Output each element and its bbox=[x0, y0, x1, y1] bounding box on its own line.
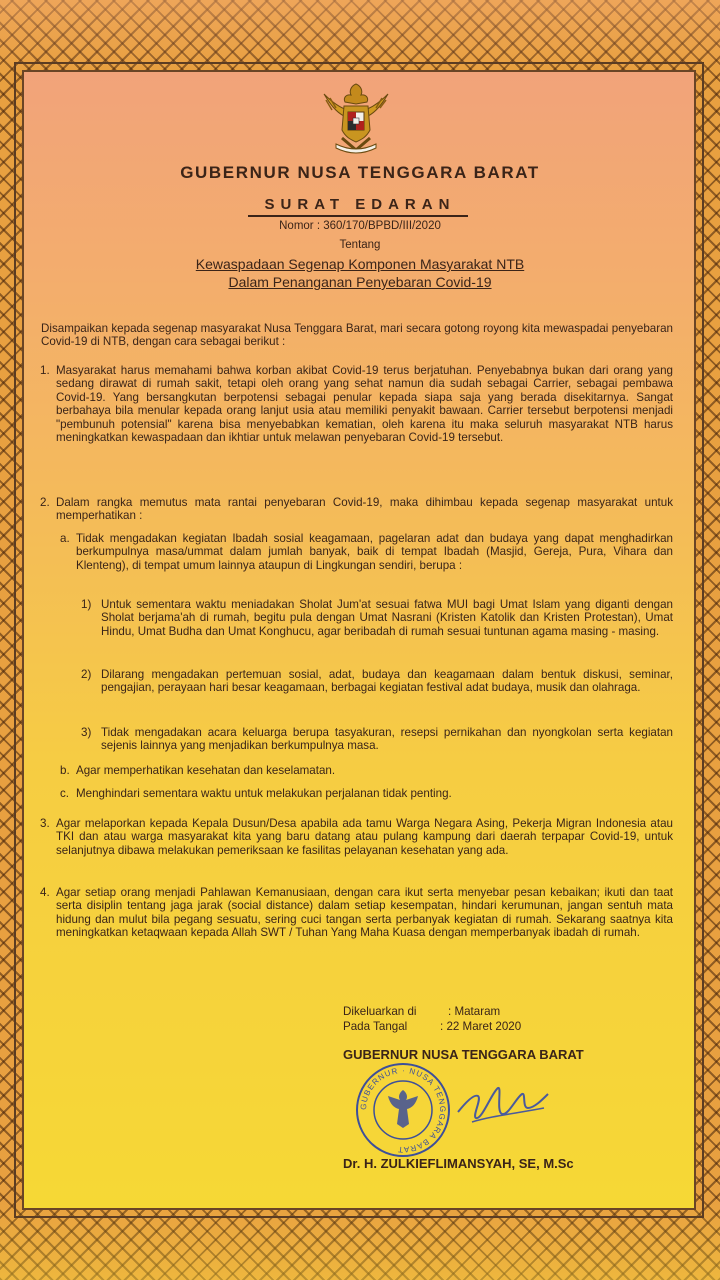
sub-sub-item-number: 2) bbox=[81, 668, 92, 681]
sub-sub-item-number: 3) bbox=[81, 726, 92, 739]
sub-item-text: Tidak mengadakan kegiatan Ibadah sosial keagamaan, pagelaran adat dan budaya yang dapat menghadirkan berkumpulnya masa/ummat dalam jumlah banyak, baik di tempat Ibadah (Masjid, Gereja, Pura, Vihara dan Klenteng), di tempat umum lainnya ataupun di Lingkungan sendiri, berupa : bbox=[76, 532, 673, 572]
issued-label: Dikeluarkan di bbox=[343, 1005, 417, 1018]
sub-item-text: Agar memperhatikan kesehatan dan keselamatan. bbox=[76, 764, 336, 777]
item-text: Agar melaporkan kepada Kepala Dusun/Desa apabila ada tamu Warga Negara Asing, Pekerja Migran Indonesia atau TKI dan atau warga masyarakat kita yang baru datang atau pulang kampung dari daerah terpapar Covid-19, untuk selanjutnya dibawa melakukan pemeriksaan ke fasilitas pelayanan kesehatan yang ada. bbox=[56, 817, 673, 857]
item-number: 2. bbox=[40, 496, 50, 509]
item-text: Dalam rangka memutus mata rantai penyebaran Covid-19, maka dihimbau kepada segenap masyarakat untuk memperhatikan : bbox=[56, 496, 673, 523]
title-underline bbox=[248, 215, 468, 217]
sub-item-number: a. bbox=[60, 532, 70, 545]
sub-item-number: c. bbox=[60, 787, 70, 800]
border-fade-top bbox=[0, 0, 720, 70]
handwritten-signature-icon bbox=[452, 1072, 552, 1134]
sub-item-text: Menghindari sementara waktu untuk melakukan perjalanan tidak penting. bbox=[76, 787, 452, 800]
sub-sub-item-text: Dilarang mengadakan pertemuan sosial, adat, budaya dan keagamaan dalam bentuk diskusi, seminar, pengajian, perayaan hari besar keagamaan, berbagai kegiatan festival adat budaya, musik dan olahraga. bbox=[101, 668, 673, 695]
intro-paragraph: Disampaikan kepada segenap masyarakat Nusa Tenggara Barat, mari secara gotong royong kita mewaspadai penyebaran Covid-19 di NTB, dengan cara sebagai berikut : bbox=[41, 322, 673, 349]
issued-value: : Mataram bbox=[448, 1005, 501, 1018]
item-number: 1. bbox=[40, 364, 50, 377]
about-label: Tentang bbox=[339, 239, 381, 251]
subject-line-2: Dalam Penanganan Penyebaran Covid-19 bbox=[228, 274, 492, 290]
date-label: Pada Tangal bbox=[343, 1020, 408, 1033]
official-stamp-icon bbox=[350, 1060, 456, 1160]
sub-sub-item-text: Tidak mengadakan acara keluarga berupa tasyakuran, resepsi pernikahan dan nyongkolan serta kegiatan sejenis lainnya yang menjadikan berkumpulnya masa. bbox=[101, 726, 673, 753]
stamp-text: GUBERNUR · NUSA TENGGARA BARAT bbox=[358, 1065, 448, 1155]
item-text: Masyarakat harus memahami bahwa korban akibat Covid-19 terus berjatuhan. Penyebabnya bukan dari orang yang sedang dirawat di rumah sakit, tetapi oleh orang yang sehat namun dia sudah sebagai Carrier, sebagai pembawa Covid-19. Yang bersangkutan berpotensi sebagai penular kepada siapa saja yang berada disekitarnya. Sangat berbahaya bila menular kepada orang lanjut usia atau memiliki penyakit bawaan. Carrier tersebut berpotensi menjadi "pembunuh potensial" karena bisa menyebabkan kematian, oleh karena itu maka seluruh masyarakat NTB harus meningkatkan kewaspadaan dan ikhtiar untuk melawan penyebaran Covid-19 tersebut. bbox=[56, 364, 673, 445]
subject-line-1: Kewaspadaan Segenap Komponen Masyarakat NTB bbox=[195, 256, 525, 272]
letter-number: Nomor : 360/170/BPBD/III/2020 bbox=[279, 220, 441, 232]
signatory-office: GUBERNUR NUSA TENGGARA BARAT bbox=[343, 1047, 584, 1062]
sub-item-number: b. bbox=[60, 764, 70, 777]
letter-type-title: SURAT EDARAN bbox=[264, 196, 456, 213]
item-number: 3. bbox=[40, 817, 50, 830]
item-number: 4. bbox=[40, 886, 50, 899]
signatory-name: Dr. H. ZULKIEFLIMANSYAH, SE, M.Sc bbox=[343, 1156, 574, 1171]
governor-title: GUBERNUR NUSA TENGGARA BARAT bbox=[180, 163, 540, 182]
sub-sub-item-text: Untuk sementara waktu meniadakan Sholat Jum'at sesuai fatwa MUI bagi Umat Islam yang diganti dengan Sholat berjama'ah di rumah, begitu pula dengan Umat Nasrani (Kristen Katolik dan Kristen Protestan), Umat Hindu, Umat Budha dan Umat Konghucu, agar beribadah di rumah sesuai tuntunan agama masing - masing. bbox=[101, 598, 673, 638]
garuda-pancasila-emblem-icon bbox=[318, 80, 394, 158]
item-text: Agar setiap orang menjadi Pahlawan Kemanusiaan, dengan cara ikut serta menyebar pesan kebaikan; ikuti dan taat serta disiplin tentang jaga jarak (social distance) dalam setiap kesempatan, hindari kerumunan, jangan sentuh mata hidung dan mulut bila pegang sesuatu, sering cuci tangan serta perbanyak kegiatan di rumah. Sekarang saatnya kita meningkatkan ketaqwaan kepada Allah SWT / Tuhan Yang Maha Kuasa dengan memperbanyak ibadah di rumah. bbox=[56, 886, 673, 940]
sub-sub-item-number: 1) bbox=[81, 598, 92, 611]
date-value: : 22 Maret 2020 bbox=[440, 1020, 522, 1033]
